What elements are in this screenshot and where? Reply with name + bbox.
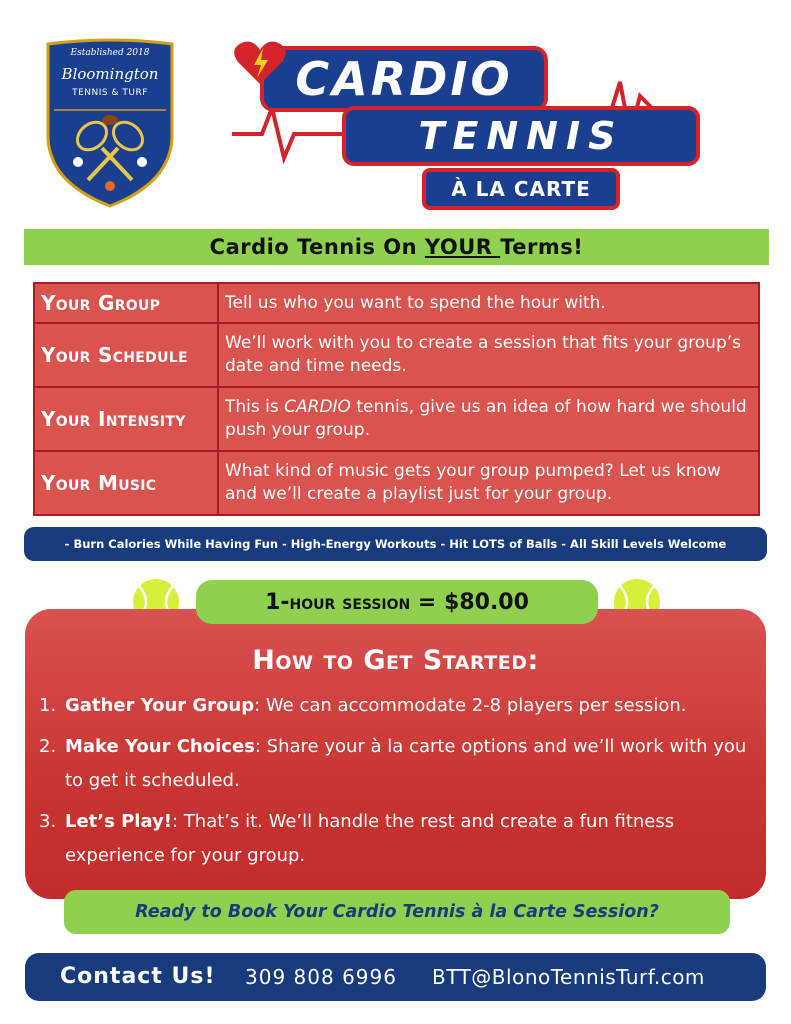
option-description: We’ll work with you to create a session that fits your group’s date and time needs.	[218, 323, 759, 387]
contact-email[interactable]: BTT@BlonoTennisTurf.com	[432, 965, 705, 989]
step-text: : We can accommodate 2-8 players per session.	[254, 695, 687, 716]
club-subtitle: TENNIS & TURF	[72, 88, 148, 98]
list-item	[39, 730, 759, 798]
session-price	[196, 580, 598, 624]
list-item	[39, 805, 759, 873]
contact-phone[interactable]: 309 808 6996	[245, 965, 397, 989]
table-row	[34, 323, 759, 387]
shield-icon	[40, 38, 180, 210]
logo-cardio-text: CARDIO	[260, 46, 548, 112]
banner-pre: Cardio Tennis On	[209, 235, 425, 259]
established-year: Established 2018	[70, 48, 150, 58]
steps-list	[39, 689, 759, 880]
step-text: : Share your à la carte options and we’ll work with you to get it scheduled.	[65, 736, 747, 791]
price-hours: 1-	[265, 590, 290, 615]
club-name: Bloomington	[61, 65, 159, 83]
table-row	[34, 451, 759, 515]
option-label: Your Music	[34, 451, 218, 515]
step-heading: Gather Your Group	[65, 695, 255, 716]
logo-a-la-carte-text: À LA CARTE	[422, 168, 620, 210]
booking-cta: Ready to Book Your Cardio Tennis à la Carte Session?	[64, 890, 730, 934]
contact-label: Contact Us!	[60, 964, 216, 989]
option-description	[218, 387, 759, 451]
desc-post: tennis, give us an idea of how hard we should push your group.	[225, 397, 747, 440]
table-row	[34, 283, 759, 323]
bloomington-shield-logo	[40, 38, 180, 210]
option-label: Your Group	[34, 283, 218, 323]
contact-bar	[25, 953, 766, 1001]
option-description: What kind of music gets your group pumped? Let us know and we’ll create a playlist just for your group.	[218, 451, 759, 515]
how-to-panel	[25, 609, 766, 899]
price-value: = $80.00	[410, 590, 529, 615]
step-heading: Make Your Choices	[65, 736, 255, 757]
step-text: : That’s it. We’ll handle the rest and create a fun fitness experience for your group.	[65, 811, 675, 866]
banner-highlight: YOUR	[424, 235, 501, 259]
option-description: Tell us who you want to spend the hour with.	[218, 283, 759, 323]
step-number: 3.	[39, 811, 57, 832]
price-session-label: hour session	[289, 590, 411, 614]
option-label: Your Intensity	[34, 387, 218, 451]
benefits-strip: - Burn Calories While Having Fun - High-Energy Workouts - Hit LOTS of Balls - All Skill Levels Welcome	[24, 527, 767, 561]
step-number: 1.	[39, 695, 57, 716]
option-label: Your Schedule	[34, 323, 218, 387]
step-number: 2.	[39, 736, 57, 757]
heart-lightning-icon	[232, 38, 288, 88]
desc-emphasis: CARDIO	[284, 397, 351, 417]
how-to-title: How to Get Started:	[252, 645, 539, 676]
list-item	[39, 689, 759, 723]
desc-pre: This is	[225, 397, 285, 417]
table-row	[34, 387, 759, 451]
banner-post: Terms!	[500, 235, 584, 259]
step-heading: Let’s Play!	[65, 811, 172, 832]
logo-tennis-text: TENNIS	[342, 106, 700, 166]
terms-banner	[24, 229, 769, 265]
options-table	[33, 282, 760, 516]
cardio-tennis-logo	[232, 38, 712, 210]
